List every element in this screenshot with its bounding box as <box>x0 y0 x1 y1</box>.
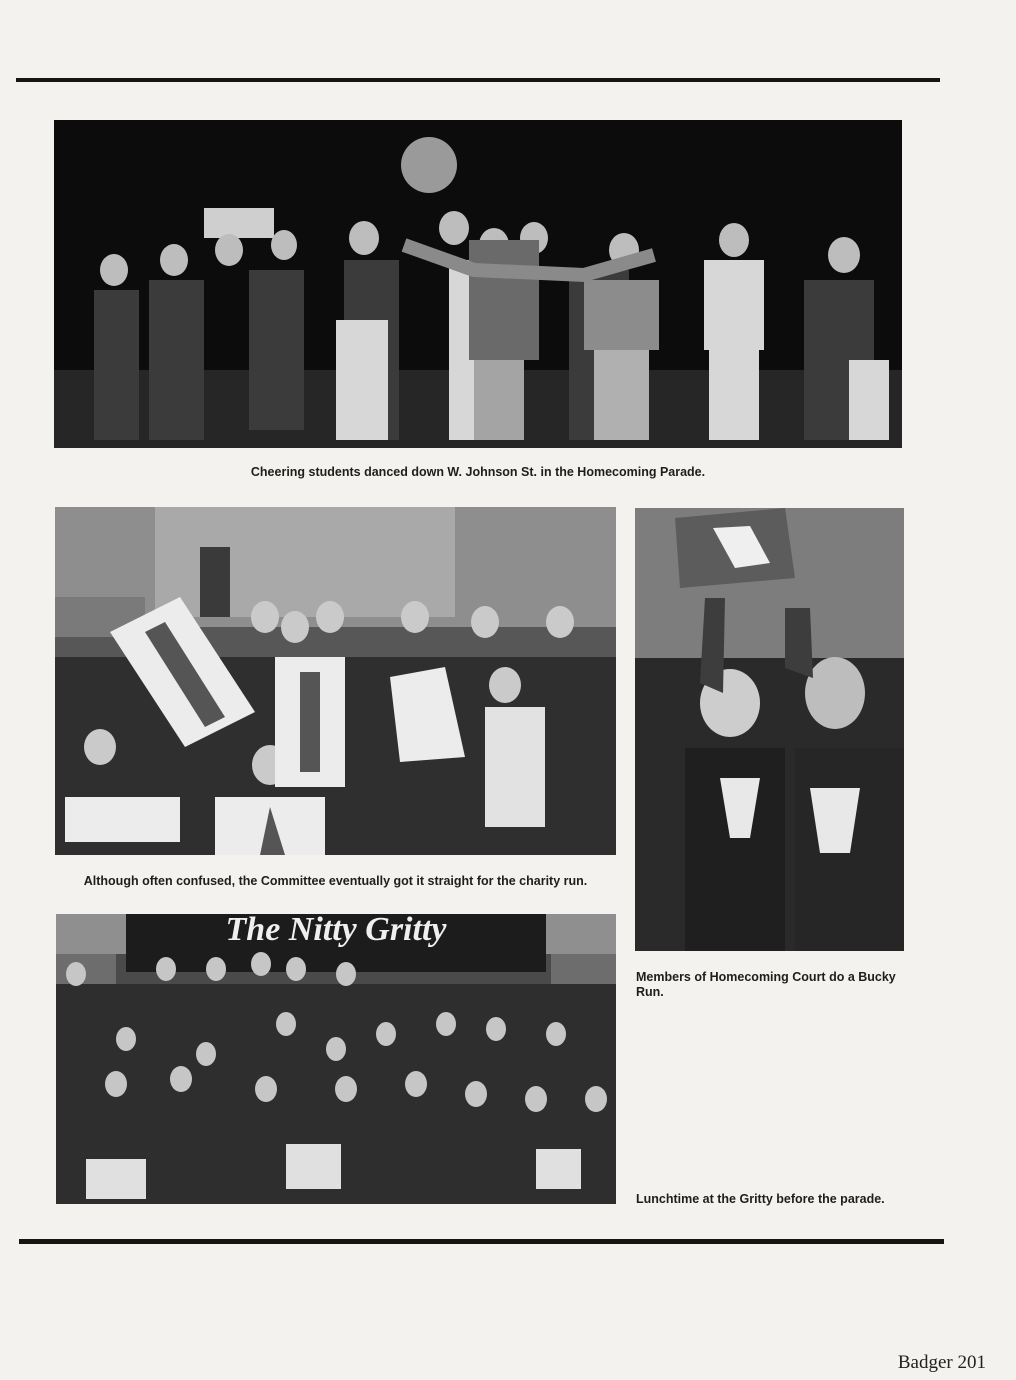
parade-photo <box>54 120 902 448</box>
gritty-caption: Lunchtime at the Gritty before the parade. <box>636 1192 885 1206</box>
top-rule <box>16 78 940 82</box>
court-photo <box>635 508 904 951</box>
committee-photo <box>55 507 616 855</box>
awning-text: The Nitty Gritty <box>225 914 447 948</box>
committee-caption: Although often confused, the Committee eventually got it straight for the charity run. <box>83 874 588 888</box>
court-caption: Members of Homecoming Court do a Bucky Run. <box>636 970 896 999</box>
page-folio: Badger 201 <box>897 1352 986 1373</box>
gritty-photo <box>56 914 616 1204</box>
bottom-rule <box>19 1239 944 1244</box>
parade-caption: Cheering students danced down W. Johnson St. in the Homecoming Parade. <box>250 465 706 479</box>
